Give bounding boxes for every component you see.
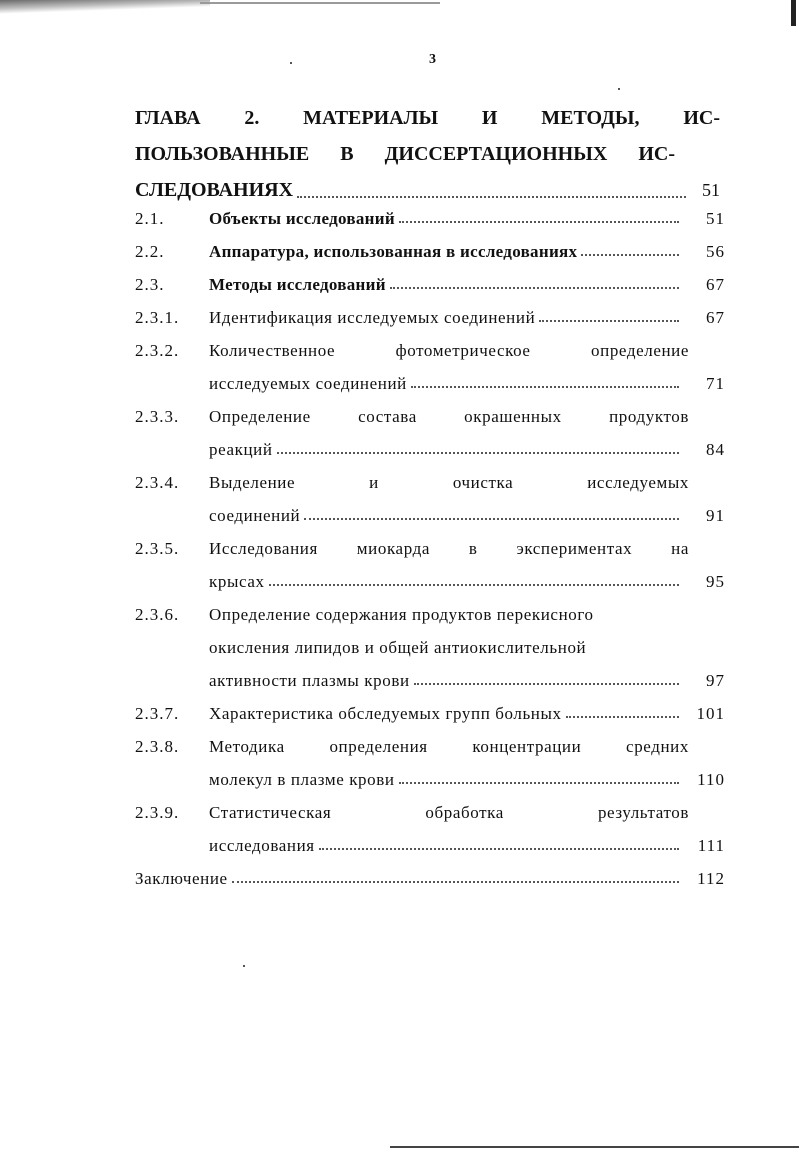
toc-page-number: 110: [697, 770, 725, 789]
toc-entry-title: [209, 407, 689, 427]
toc-page-number: 91: [706, 506, 725, 525]
chapter-word: 2.: [244, 107, 260, 129]
toc-entry-title: [209, 704, 689, 724]
toc-word: результатов: [597, 803, 689, 822]
toc-word: исследуемых: [587, 473, 689, 492]
dot-leader: [277, 452, 679, 454]
toc-entry-title: [209, 539, 689, 559]
scan-artifact-right: [791, 0, 796, 26]
dot-leader: [304, 518, 679, 520]
toc-word: на: [671, 539, 689, 558]
toc-entry-title: [209, 308, 689, 328]
scan-artifact-bottom: [390, 1146, 799, 1148]
dot-leader: [319, 848, 679, 850]
toc-entry-title: [209, 638, 689, 658]
scan-speck: [290, 62, 292, 64]
toc-page-number: 51: [706, 209, 725, 228]
toc-entry-title: [209, 803, 689, 823]
scan-speck: [243, 965, 245, 967]
dot-leader: [414, 683, 679, 685]
dot-leader: [539, 320, 679, 322]
table-of-contents: [135, 196, 725, 889]
toc-entry-number: 2.3.8.: [135, 737, 180, 756]
toc-entry-continuation: [135, 493, 725, 526]
dot-leader: [581, 254, 679, 256]
toc-entry-title-text: молекул в плазме крови: [209, 770, 395, 789]
toc-entry-title: [209, 209, 689, 229]
toc-word: в: [468, 539, 478, 558]
chapter-word: В: [340, 143, 354, 165]
chapter-word: ГЛАВА: [135, 107, 201, 129]
toc-entry-number: 2.1.: [135, 209, 165, 228]
toc-entry-continuation: [135, 427, 725, 460]
toc-word: экспериментах: [516, 539, 633, 558]
chapter-word: ИС-: [683, 107, 720, 129]
toc-entry-title: [209, 440, 689, 460]
toc-entry: [135, 196, 725, 229]
toc-entry-title-text: реакций: [209, 440, 273, 459]
toc-word: определения: [329, 737, 428, 756]
chapter-word: ИС-: [638, 143, 675, 165]
chapter-word: ДИССЕРТАЦИОННЫХ: [384, 143, 608, 165]
toc-entry: [135, 856, 725, 889]
toc-word: концентрации: [472, 737, 582, 756]
toc-word: Статистическая: [209, 803, 332, 822]
toc-entry-number: 2.3.7.: [135, 704, 180, 723]
toc-word: Выделение: [209, 473, 296, 492]
toc-word: Исследования: [209, 539, 318, 558]
toc-page-number: 111: [697, 836, 725, 855]
toc-entry-continuation: [135, 361, 725, 394]
scan-artifact-top: [0, 0, 210, 14]
toc-entry: [135, 526, 725, 559]
toc-entry-continuation: [135, 823, 725, 856]
toc-entry-number: 2.3.2.: [135, 341, 180, 360]
toc-entry-number: 2.3.3.: [135, 407, 180, 426]
toc-entry-continuation: [135, 625, 725, 658]
toc-page-number: 97: [706, 671, 725, 690]
dot-leader: [566, 716, 679, 718]
toc-entry-title-text: Характеристика обследуемых групп больных: [209, 704, 562, 723]
toc-entry-number: 2.3.6.: [135, 605, 180, 624]
toc-word: определение: [591, 341, 689, 360]
toc-entry-title: [209, 506, 689, 526]
toc-entry-continuation: [135, 757, 725, 790]
toc-entry-title: [209, 374, 689, 394]
toc-entry-title-text: Объекты исследований: [209, 209, 395, 228]
toc-page-number: 101: [696, 704, 725, 723]
chapter-word: ПОЛЬЗОВАННЫЕ: [135, 143, 310, 165]
dot-leader: [399, 782, 679, 784]
toc-entry-title: [209, 737, 689, 757]
scan-speck: [618, 88, 620, 90]
toc-entry-title-text: исследуемых соединений: [209, 374, 407, 393]
toc-entry-title: [209, 242, 689, 262]
toc-page-number: 71: [706, 374, 725, 393]
toc-entry-title-text: Заключение: [135, 869, 228, 888]
toc-entry: [135, 691, 725, 724]
toc-entry: [135, 790, 725, 823]
toc-entry-number: 2.3.4.: [135, 473, 180, 492]
toc-entry-title: [135, 869, 689, 889]
chapter-heading-line: [135, 136, 720, 172]
toc-entry: [135, 295, 725, 328]
chapter-word: МЕТОДЫ,: [541, 107, 640, 129]
toc-entry-title: [209, 605, 689, 625]
chapter-heading-line: [135, 100, 720, 136]
toc-entry: [135, 262, 725, 295]
toc-entry-title-text: исследования: [209, 836, 315, 855]
toc-entry-title: [209, 275, 689, 295]
dot-leader: [269, 584, 679, 586]
toc-word: продуктов: [609, 407, 689, 426]
toc-entry-title: [209, 671, 689, 691]
dot-leader: [390, 287, 679, 289]
scan-artifact-top-line: [200, 2, 440, 4]
toc-entry: [135, 394, 725, 427]
toc-entry-title: [209, 572, 689, 592]
toc-page-number: 84: [706, 440, 725, 459]
page-number: 3: [429, 52, 436, 67]
toc-entry: [135, 592, 725, 625]
chapter-word: МАТЕРИАЛЫ: [303, 107, 439, 129]
toc-word: окрашенных: [464, 407, 562, 426]
toc-entry-continuation: [135, 658, 725, 691]
toc-entry-title: [209, 770, 689, 790]
toc-entry-title-text: окисления липидов и общей антиокислительной: [209, 638, 587, 657]
toc-word: очистка: [452, 473, 514, 492]
toc-word: миокарда: [356, 539, 430, 558]
toc-page-number: 67: [706, 275, 725, 294]
toc-entry-continuation: [135, 559, 725, 592]
toc-word: Методика: [209, 737, 285, 756]
toc-entry-number: 2.3.5.: [135, 539, 180, 558]
toc-word: Определение: [209, 407, 311, 426]
toc-entry-number: 2.3.9.: [135, 803, 180, 822]
toc-entry-title-text: Аппаратура, использованная в исследованиях: [209, 242, 578, 261]
dot-leader: [399, 221, 679, 223]
toc-entry-title: [209, 341, 689, 361]
toc-entry-number: 2.3.: [135, 275, 165, 294]
toc-entry-title-text: крысах: [209, 572, 265, 591]
toc-page-number: 51: [702, 180, 720, 200]
toc-entry-title-text: Определение содержания продуктов перекисного: [209, 605, 594, 624]
toc-entry-title: [209, 473, 689, 493]
dot-leader: [297, 172, 686, 198]
toc-page-number: 112: [697, 869, 725, 888]
chapter-word: И: [481, 107, 498, 129]
toc-page-number: 67: [706, 308, 725, 327]
toc-entry-number: 2.2.: [135, 242, 165, 261]
dot-leader: [411, 386, 679, 388]
toc-entry-title-text: Методы исследований: [209, 275, 386, 294]
toc-page-number: 56: [706, 242, 725, 261]
dot-leader: [232, 881, 679, 883]
toc-word: фотометрическое: [395, 341, 531, 360]
toc-entry-number: 2.3.1.: [135, 308, 180, 327]
toc-word: обработка: [425, 803, 504, 822]
chapter-word: СЛЕДОВАНИЯХ: [135, 179, 294, 201]
toc-entry-title-text: Идентификация исследуемых соединений: [209, 308, 536, 327]
chapter-heading: [135, 100, 720, 208]
toc-page-number: 95: [706, 572, 725, 591]
toc-entry: [135, 328, 725, 361]
toc-word: состава: [358, 407, 417, 426]
toc-entry-title-text: активности плазмы крови: [209, 671, 410, 690]
toc-entry: [135, 724, 725, 757]
toc-word: средних: [626, 737, 689, 756]
toc-word: и: [369, 473, 379, 492]
toc-entry: [135, 229, 725, 262]
toc-entry: [135, 460, 725, 493]
toc-entry-title-text: соединений: [209, 506, 301, 525]
toc-entry-title: [209, 836, 689, 856]
toc-word: Количественное: [209, 341, 336, 360]
